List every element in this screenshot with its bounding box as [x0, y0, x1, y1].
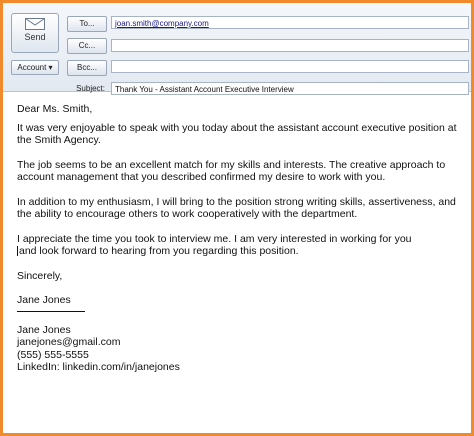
bcc-button[interactable]: Bcc...: [67, 60, 107, 76]
contact-email: janejones@gmail.com: [17, 336, 121, 348]
subject-field[interactable]: Thank You - Assistant Account Executive Interview: [111, 82, 469, 95]
paragraph-3: In addition to my enthusiasm, I will bring to the position strong writing skills, assertiveness, and the ability to encourage others to work cooperatively with the department.: [17, 195, 456, 220]
to-button[interactable]: To...: [67, 16, 107, 32]
signature-divider: [17, 311, 85, 312]
message-body[interactable]: [17, 103, 461, 374]
paragraph-2: The job seems to be an excellent match for my skills and interests. The creative approach to account management that you described confirmed my desire to work with you.: [17, 158, 446, 183]
to-address[interactable]: joan.smith@company.com: [115, 19, 209, 28]
contact-name: Jane Jones: [17, 323, 71, 336]
envelope-icon: [25, 18, 45, 30]
send-label: Send: [24, 32, 46, 42]
contact-phone: (555) 555-5555: [17, 348, 89, 361]
paragraph-4-line-1: I appreciate the time you took to interview me. I am very interested in working for you: [17, 232, 412, 245]
bcc-field[interactable]: [111, 60, 469, 73]
to-field[interactable]: [111, 16, 469, 29]
compose-header: [3, 3, 471, 92]
subject-label: Subject:: [76, 84, 105, 93]
cc-field[interactable]: [111, 39, 469, 52]
paragraph-4-line-2: [17, 245, 461, 258]
contact-linkedin: LinkedIn: linkedin.com/in/janejones: [17, 361, 180, 373]
cc-button[interactable]: Cc...: [67, 38, 107, 54]
send-button[interactable]: [11, 13, 59, 53]
paragraph-4-line-2-text: and look forward to hearing from you regarding this position.: [19, 245, 299, 257]
closing: Sincerely,: [17, 269, 63, 282]
paragraph-1: It was very enjoyable to speak with you today about the assistant account executive position at the Smith Agency.: [17, 121, 457, 146]
signature-name: Jane Jones: [17, 294, 71, 306]
text-cursor: [17, 246, 18, 256]
greeting: Dear Ms. Smith,: [17, 103, 93, 115]
account-button[interactable]: Account ▾: [11, 60, 59, 75]
